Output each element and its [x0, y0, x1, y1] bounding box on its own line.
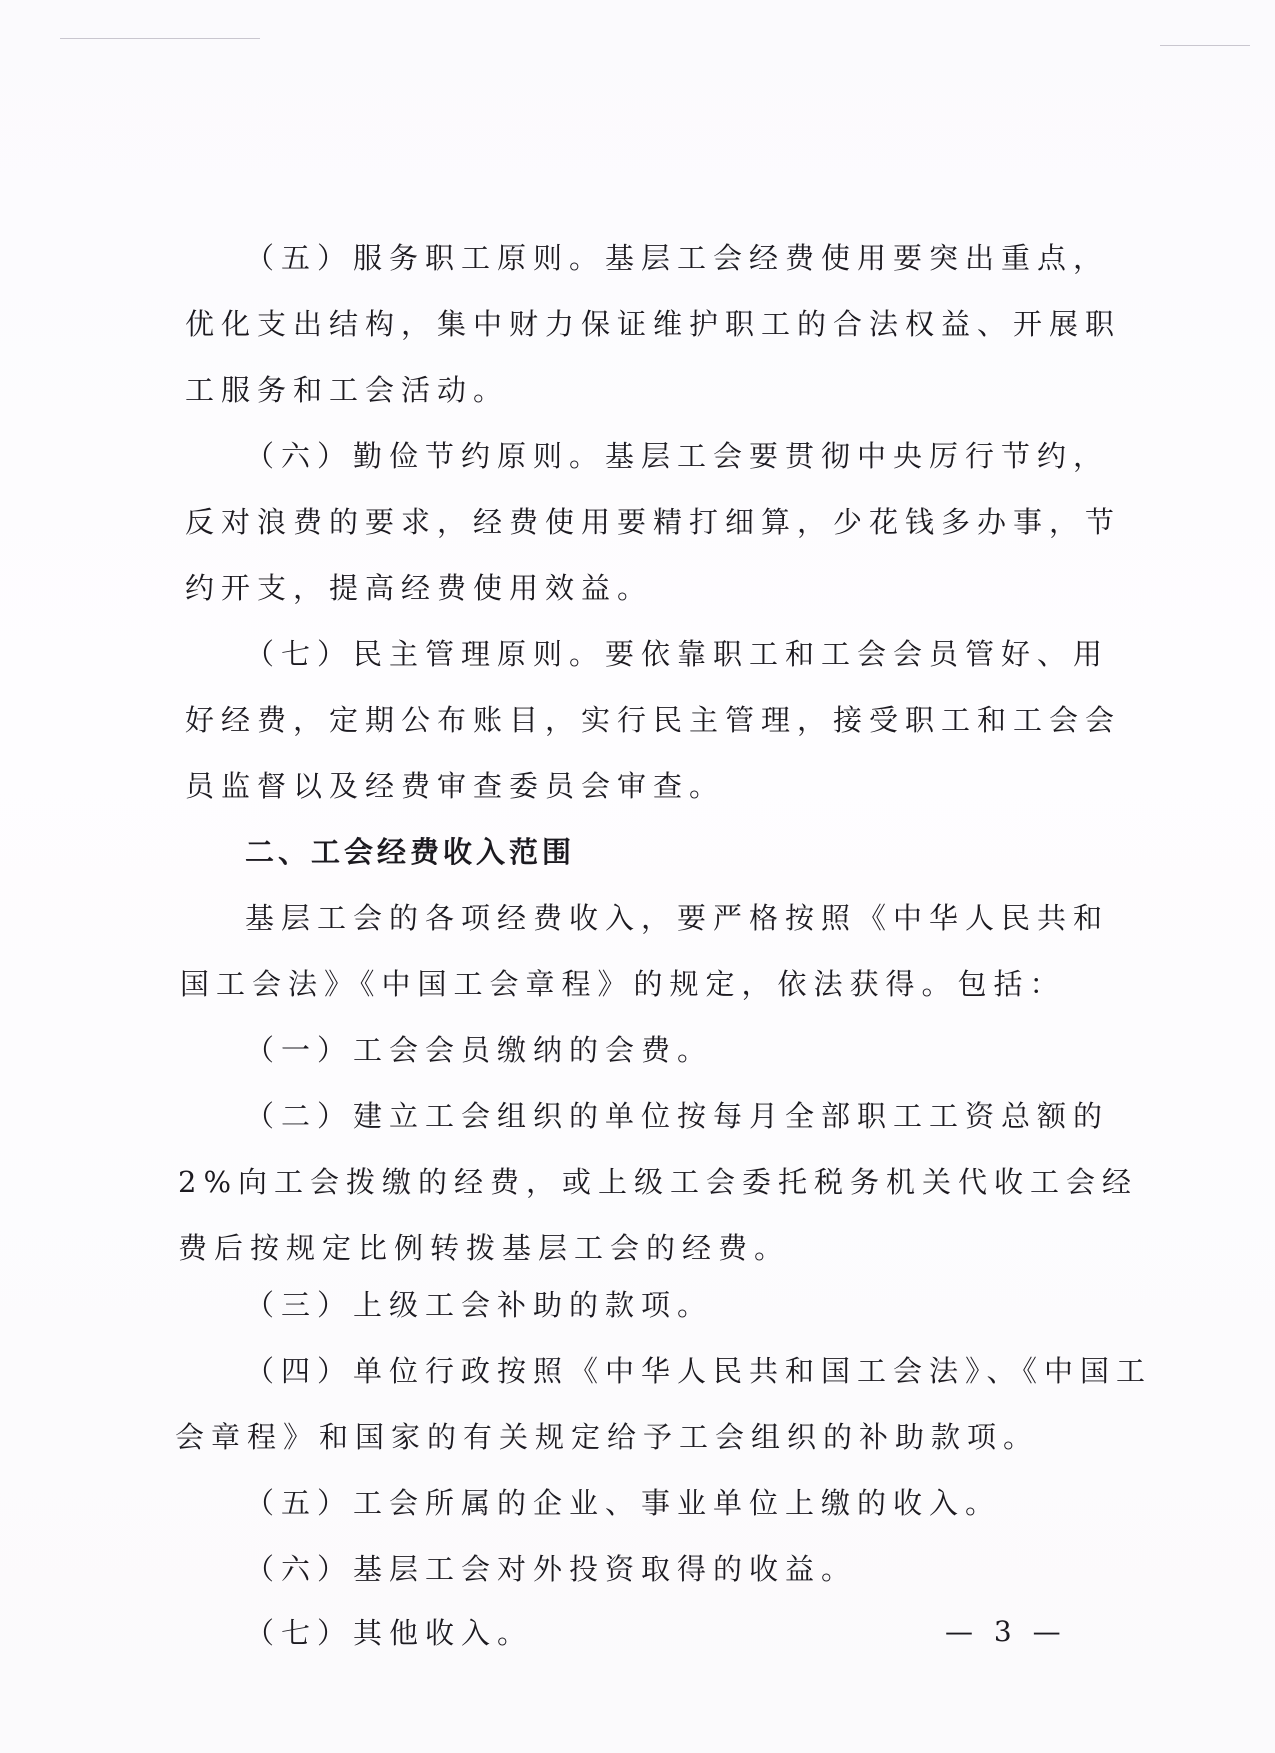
page-number: — 3 — — [945, 1615, 1067, 1648]
list-item: 费后按规定比例转拨基层工会的经费。 — [178, 1231, 791, 1265]
paragraph-line: 优化支出结构，集中财力保证维护职工的合法权益、开展职 — [185, 307, 1122, 341]
paragraph-line: 基层工会的各项经费收入，要严格按照《中华人民共和 — [245, 901, 1110, 935]
paragraph-line: （六）勤俭节约原则。基层工会要贯彻中央厉行节约， — [245, 439, 1110, 473]
paragraph-line: （七）民主管理原则。要依靠职工和工会会员管好、用 — [245, 637, 1110, 671]
list-item: （三）上级工会补助的款项。 — [245, 1288, 714, 1322]
list-item: （一）工会会员缴纳的会费。 — [245, 1033, 714, 1067]
section-heading: 二、工会经费收入范围 — [245, 835, 576, 869]
list-item: （五）工会所属的企业、事业单位上缴的收入。 — [245, 1486, 1002, 1520]
paragraph-line: 约开支，提高经费使用效益。 — [185, 571, 654, 605]
list-item: （二）建立工会组织的单位按每月全部职工工资总额的 — [245, 1099, 1110, 1133]
paragraph-line: 好经费，定期公布账目，实行民主管理，接受职工和工会会 — [185, 703, 1122, 737]
list-item: （六）基层工会对外投资取得的收益。 — [245, 1552, 858, 1586]
list-item: （七）其他收入。 — [245, 1616, 534, 1650]
paragraph-line: 反对浪费的要求，经费使用要精打细算，少花钱多办事，节 — [185, 505, 1122, 539]
scan-artifact-line — [1160, 45, 1250, 46]
paragraph-line: 工服务和工会活动。 — [185, 373, 510, 407]
paragraph-line: 员监督以及经费审查委员会审查。 — [185, 769, 726, 803]
list-item: （四）单位行政按照《中华人民共和国工会法》、《中国工 — [245, 1354, 1153, 1388]
list-item: 2%向工会拨缴的经费，或上级工会委托税务机关代收工会经 — [178, 1165, 1139, 1199]
scan-artifact-line — [60, 38, 260, 39]
paragraph-line: （五）服务职工原则。基层工会经费使用要突出重点， — [245, 241, 1110, 275]
list-item: 会章程》和国家的有关规定给予工会组织的补助款项。 — [175, 1420, 1040, 1454]
paragraph-line: 国工会法》《中国工会章程》的规定，依法获得。包括： — [180, 967, 1066, 1001]
